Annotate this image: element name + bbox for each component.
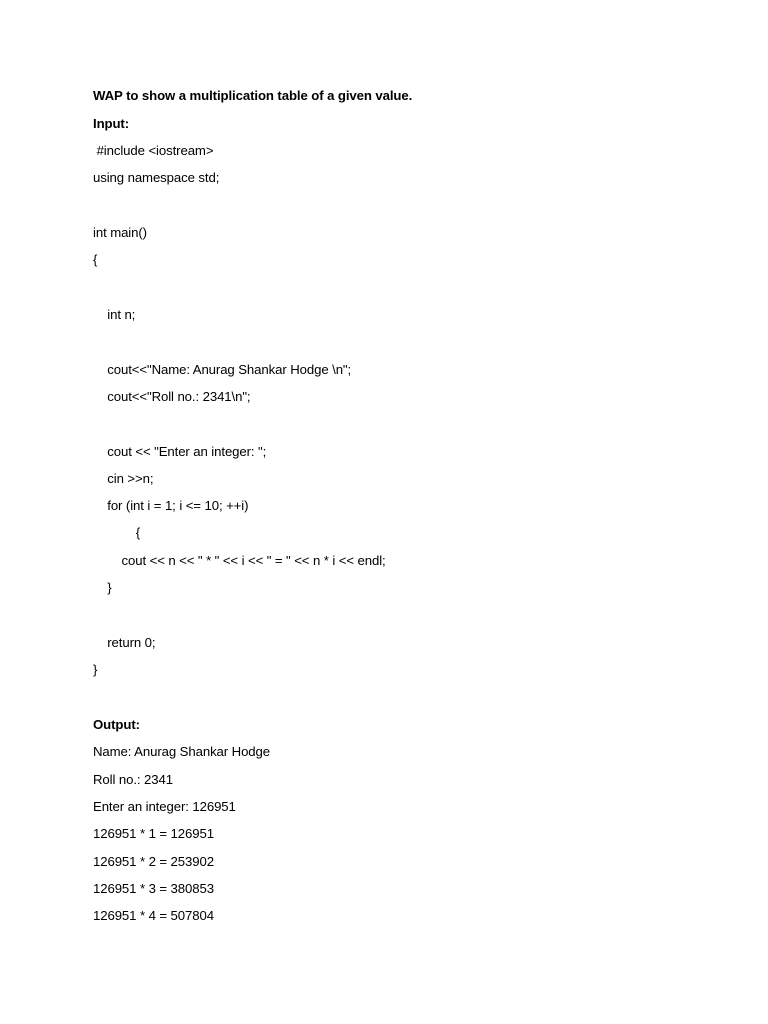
- document-title: WAP to show a multiplication table of a given value.: [93, 88, 413, 103]
- code-line-for-open-brace: {: [93, 525, 141, 540]
- input-heading: Input:: [93, 116, 130, 131]
- code-line-main: int main(): [93, 225, 147, 240]
- code-line-declare-n: int n;: [93, 307, 136, 322]
- code-line-cout-product: cout << n << " * " << i << " = " << n * i << endl;: [93, 553, 386, 568]
- output-line-name: Name: Anurag Shankar Hodge: [93, 744, 271, 759]
- code-line-open-brace: {: [93, 252, 98, 267]
- code-line-print-roll: cout<<"Roll no.: 2341\n";: [93, 389, 251, 404]
- code-line-include: #include <iostream>: [93, 143, 214, 158]
- output-heading: Output:: [93, 717, 140, 732]
- code-line-cin: cin >>n;: [93, 471, 154, 486]
- output-line-product-4: 126951 * 4 = 507804: [93, 908, 214, 923]
- output-line-input: Enter an integer: 126951: [93, 799, 236, 814]
- code-line-for-close-brace: }: [93, 580, 112, 595]
- output-line-product-2: 126951 * 2 = 253902: [93, 854, 214, 869]
- output-line-roll: Roll no.: 2341: [93, 772, 173, 787]
- code-line-for: for (int i = 1; i <= 10; ++i): [93, 498, 249, 513]
- code-line-namespace: using namespace std;: [93, 170, 220, 185]
- code-line-return: return 0;: [93, 635, 156, 650]
- output-line-product-1: 126951 * 1 = 126951: [93, 826, 214, 841]
- code-line-prompt: cout << "Enter an integer: ";: [93, 444, 267, 459]
- code-line-close-brace: }: [93, 662, 98, 677]
- code-line-print-name: cout<<"Name: Anurag Shankar Hodge \n";: [93, 362, 352, 377]
- output-line-product-3: 126951 * 3 = 380853: [93, 881, 214, 896]
